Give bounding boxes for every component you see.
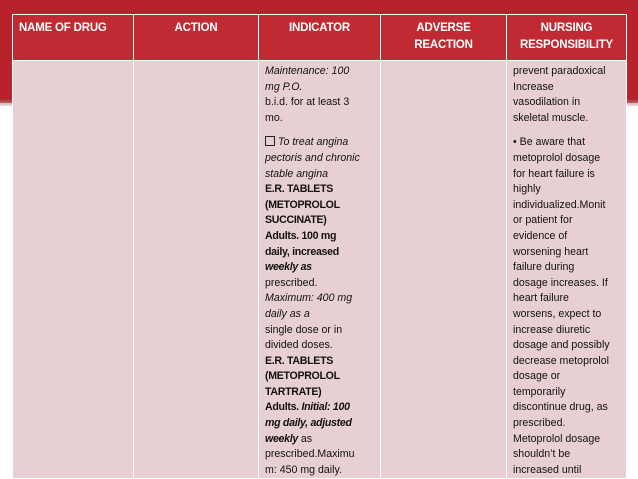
- header-indicator: INDICATOR: [259, 15, 381, 61]
- indicator-line: daily, increased: [265, 245, 339, 258]
- cell-action: [134, 61, 259, 479]
- checkbox-bullet-icon: [265, 136, 275, 146]
- table-row: [13, 61, 627, 479]
- nursing-line: evidence of: [513, 229, 568, 242]
- nursing-line: discontinue drug, as: [513, 401, 608, 414]
- indicator-line: b.i.d. for at least 3: [265, 96, 350, 109]
- nursing-line: • Be aware that: [513, 136, 586, 149]
- drug-table: [12, 14, 627, 479]
- indicator-line: prescribed.: [265, 276, 318, 289]
- nursing-line: temporarily: [513, 385, 566, 398]
- indicator-line: pectoris and chronic: [265, 151, 360, 164]
- nursing-line: highly: [513, 183, 541, 196]
- nursing-line: prescribed.: [513, 417, 566, 430]
- nursing-line: or patient for: [513, 214, 573, 227]
- nursing-line: dosage increases. If: [513, 276, 608, 289]
- nursing-line: dosage and possibly: [513, 339, 610, 352]
- indicator-line: TARTRATE): [265, 385, 322, 398]
- indicator-line: mg P.O.: [265, 80, 303, 93]
- cell-nursing-responsibility: [507, 61, 627, 479]
- indicator-line: single dose or in: [265, 323, 343, 336]
- header-reaction: REACTION: [414, 39, 473, 51]
- header-row: [13, 15, 627, 61]
- indicator-line: Maintenance: 100: [265, 65, 350, 77]
- header-nursing: NURSING: [540, 22, 593, 34]
- indicator-line: E.R. TABLETS: [265, 354, 334, 367]
- indicator-line: weekly: [265, 432, 298, 445]
- indicator-line: Maximum: 400 mg: [265, 292, 353, 305]
- header-responsibility: RESPONSIBILITY: [519, 39, 614, 51]
- cell-adverse-reaction: [381, 61, 507, 479]
- nursing-line: skeletal muscle.: [513, 111, 589, 124]
- header-adverse-reaction: [381, 15, 507, 61]
- cell-name-of-drug: [13, 61, 134, 479]
- indicator-line: Adults.: [265, 401, 299, 414]
- header-name-of-drug: NAME OF DRUG: [13, 15, 134, 61]
- nursing-line: metoprolol dosage: [513, 151, 601, 164]
- indicator-line: E.R. TABLETS: [265, 183, 334, 196]
- nursing-line: Metoprolol dosage: [513, 432, 601, 445]
- nursing-line: increased until: [513, 463, 582, 476]
- indicator-line: Adults. 100 mg: [265, 229, 337, 242]
- nursing-line: shouldn’t be: [513, 448, 571, 461]
- indicator-line: (METOPROLOL: [265, 198, 340, 211]
- indicator-line: To treat angina: [278, 136, 349, 149]
- indicator-line: stable angina: [265, 167, 329, 180]
- nursing-line: failure during: [513, 261, 575, 274]
- nursing-line: increase diuretic: [513, 323, 591, 336]
- cell-indicator: [259, 61, 381, 479]
- nursing-line: heart failure: [513, 292, 569, 305]
- indicator-line: divided doses.: [265, 339, 333, 352]
- nursing-line: worsening heart: [513, 245, 589, 258]
- nursing-line: worsens, expect to: [513, 307, 602, 320]
- header-nursing-responsibility: [507, 15, 627, 61]
- indicator-line: m: 450 mg daily.: [265, 463, 342, 476]
- nursing-line: for heart failure is: [513, 167, 595, 180]
- nursing-line: Increase: [513, 80, 554, 93]
- nursing-line: vasodilation in: [513, 96, 581, 109]
- indicator-line: Initial: 100: [298, 401, 350, 414]
- nursing-line: dosage or: [513, 370, 561, 383]
- indicator-line: as: [297, 432, 313, 445]
- nursing-line: decrease metoprolol: [513, 354, 609, 367]
- indicator-line: SUCCINATE): [265, 214, 327, 227]
- nursing-line: prevent paradoxical: [513, 65, 606, 77]
- indicator-line: mo.: [265, 111, 283, 124]
- indicator-line: mg daily, adjusted: [265, 417, 352, 430]
- indicator-line: (METOPROLOL: [265, 370, 340, 383]
- nursing-line: individualized.Monit: [513, 198, 606, 211]
- indicator-line: prescribed.Maximu: [265, 448, 355, 461]
- indicator-line: weekly as: [265, 261, 312, 274]
- header-adverse: ADVERSE: [416, 22, 471, 34]
- indicator-line: daily as a: [265, 307, 310, 320]
- header-action: ACTION: [134, 15, 259, 61]
